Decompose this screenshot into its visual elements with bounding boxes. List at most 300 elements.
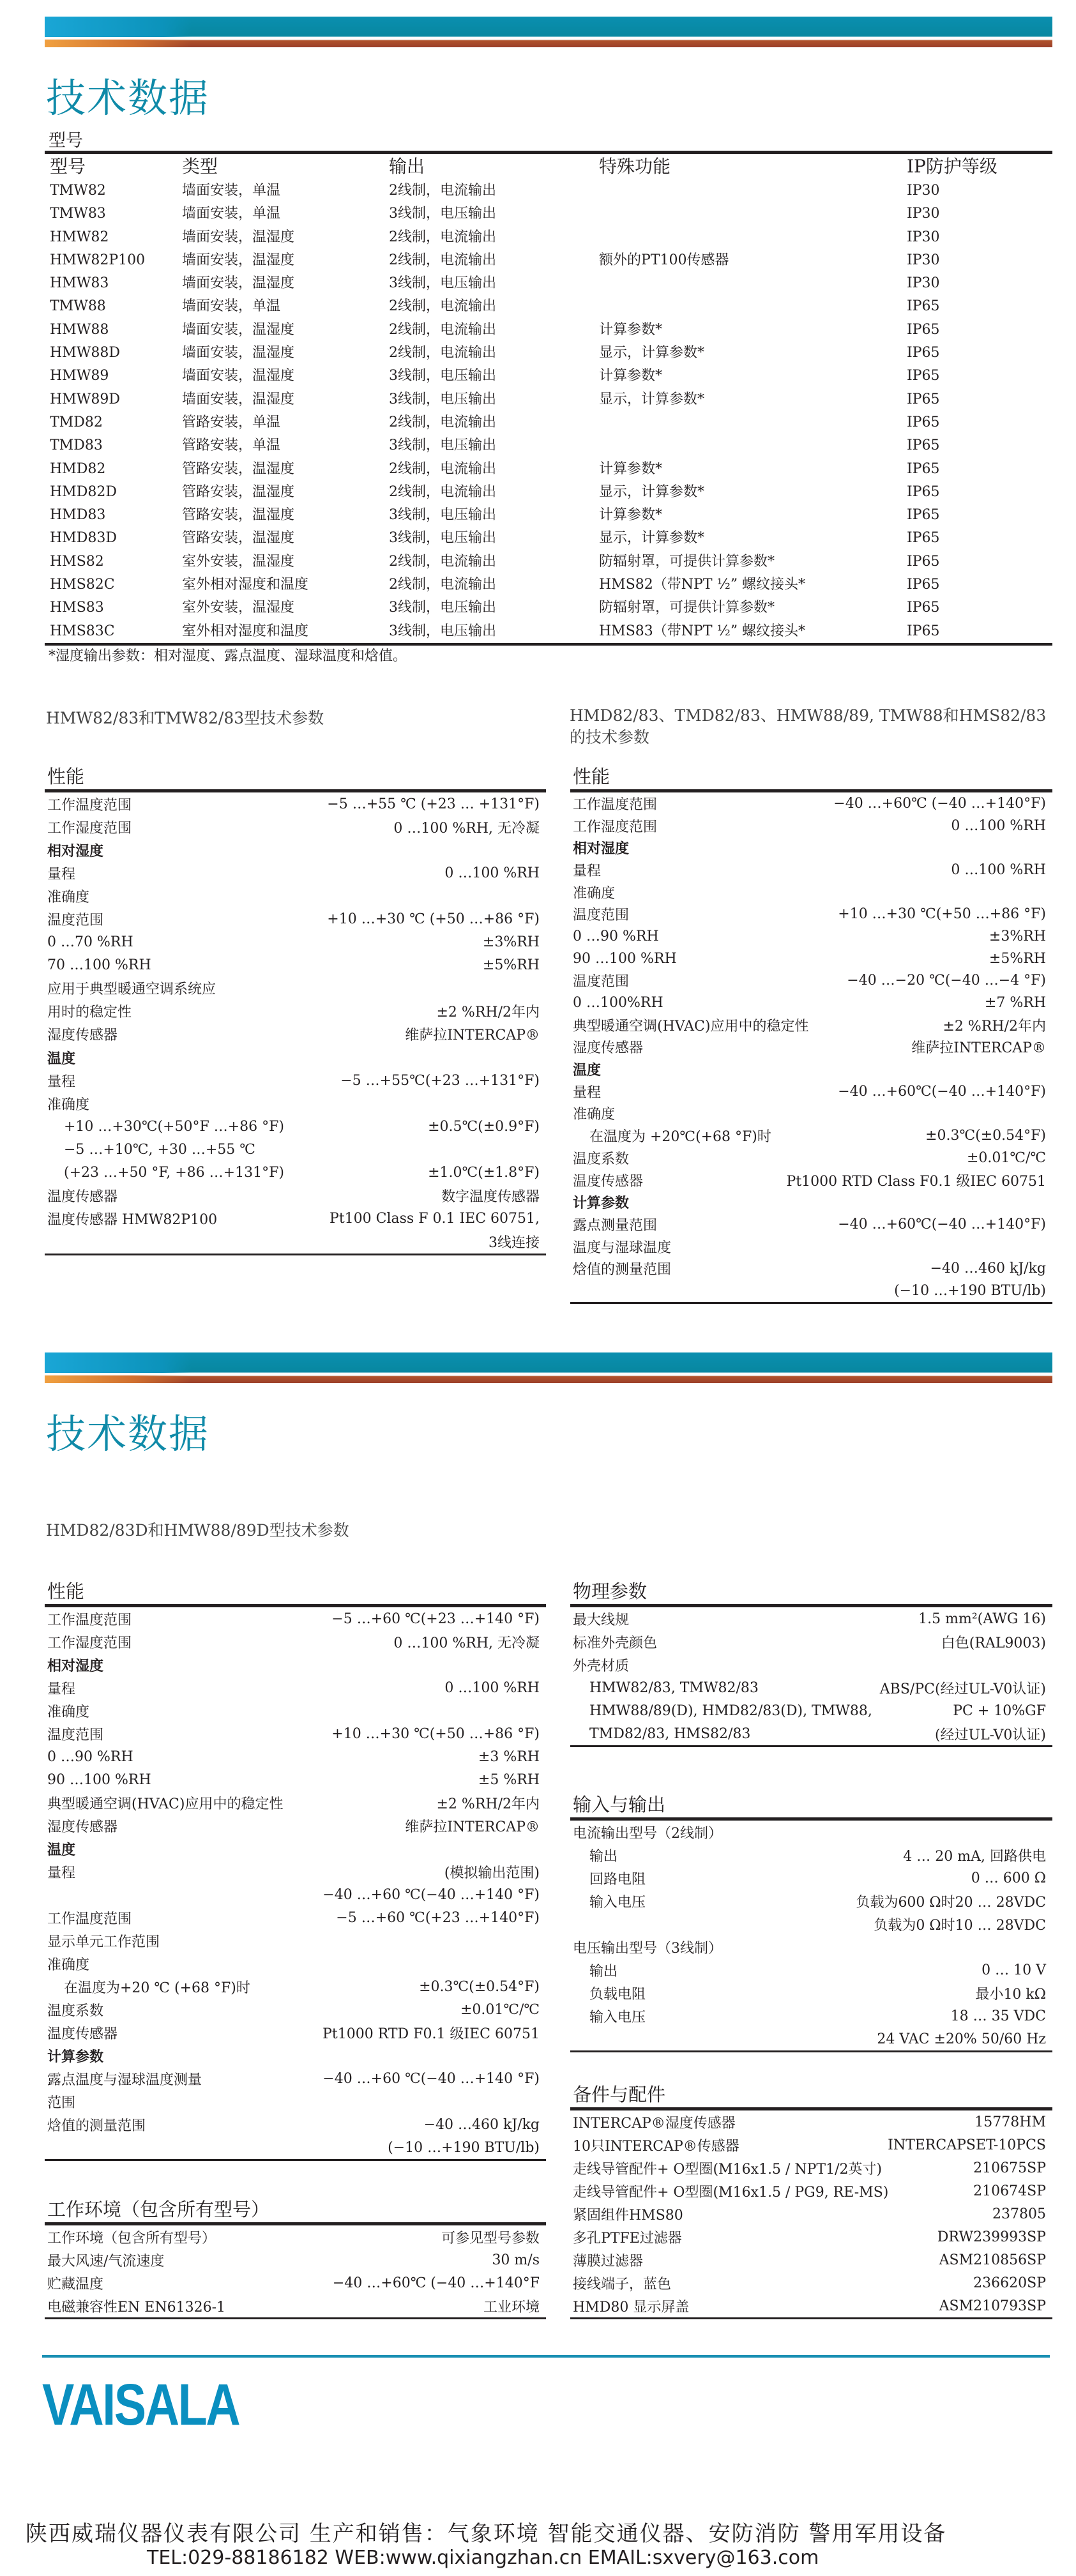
table-cell: 墙面安装，温湿度 bbox=[182, 345, 295, 361]
spec-row bbox=[570, 1103, 1052, 1125]
spec-label: 工作温度范围 bbox=[47, 1911, 132, 1927]
spec-label: 温度与湿球温度 bbox=[573, 1239, 672, 1256]
spec-rows bbox=[570, 1607, 1052, 1747]
spec-label: 温度系数 bbox=[47, 2003, 104, 2019]
table-cell: IP30 bbox=[907, 206, 940, 222]
spec-row bbox=[45, 1883, 546, 1906]
table-cell: 计算参数* bbox=[599, 460, 663, 477]
spec-row bbox=[45, 954, 546, 977]
spec-value: 0 …100 %RH, 无冷凝 bbox=[393, 820, 540, 837]
section-heading: 工作环境（包含所有型号） bbox=[45, 2197, 546, 2225]
spec-row bbox=[570, 2248, 1052, 2271]
spec-label: 计算参数 bbox=[573, 1195, 630, 1212]
table-cell: 2线制，电流输出 bbox=[389, 483, 496, 500]
spec-label: 90 …100 %RH bbox=[573, 950, 677, 967]
table-cell: 3线制，电压输出 bbox=[389, 391, 496, 407]
vaisala-logo: VAISALA bbox=[42, 2372, 239, 2437]
table-cell: HMS82（带NPT ½” 螺纹接头* bbox=[599, 577, 806, 593]
spec-row bbox=[45, 1162, 546, 1185]
spec-value: ±3%RH bbox=[482, 934, 540, 951]
spec-row bbox=[45, 2136, 546, 2159]
spec-rows bbox=[45, 1607, 546, 2161]
spec-row bbox=[570, 1722, 1052, 1745]
section-heading: 性能 bbox=[45, 1579, 546, 1607]
spec-value: 236620SP bbox=[973, 2275, 1046, 2291]
spec-label: 薄膜过滤器 bbox=[573, 2253, 644, 2269]
spec-label: 最大线规 bbox=[573, 1612, 630, 1628]
section-heading: 物理参数 bbox=[570, 1579, 1052, 1607]
table-cell: HMS83（带NPT ½” 螺纹接头* bbox=[599, 623, 806, 639]
spec-subtitle-hmw82: HMW82/83和TMW82/83型技术参数 bbox=[46, 709, 324, 727]
spec-row bbox=[570, 1014, 1052, 1036]
spec-row bbox=[570, 859, 1052, 881]
spec-value: ±7 %RH bbox=[984, 995, 1046, 1011]
table-row bbox=[45, 179, 1052, 202]
spec-label: 温度传感器 HMW82P100 bbox=[47, 1212, 218, 1229]
spec-rows bbox=[570, 1821, 1052, 2052]
column-header: IP防护等级 bbox=[907, 156, 997, 177]
spec-row bbox=[570, 1607, 1052, 1630]
spec-row bbox=[45, 861, 546, 884]
spec-label: 工作湿度范围 bbox=[47, 820, 132, 837]
spec-row bbox=[45, 1092, 546, 1115]
spec-label: 多孔PTFE过滤器 bbox=[573, 2230, 682, 2246]
spec-row bbox=[45, 792, 546, 815]
spec-row bbox=[45, 2021, 546, 2044]
table-cell: 3线制，电压输出 bbox=[389, 368, 496, 384]
table-cell: HMS83C bbox=[50, 623, 115, 639]
table-cell: IP65 bbox=[907, 530, 940, 547]
spec-value: ±1.0℃(±1.8°F) bbox=[428, 1165, 540, 1181]
table-row bbox=[45, 319, 1052, 342]
table-cell: 墙面安装，温湿度 bbox=[182, 391, 295, 407]
spec-value: ±0.01℃/℃ bbox=[966, 1149, 1046, 1166]
spec-value: ±0.3℃(±0.54°F) bbox=[925, 1128, 1046, 1144]
spec-row bbox=[45, 1768, 546, 1791]
table-cell: 显示，计算参数* bbox=[599, 483, 705, 500]
spec-value: ±5 %RH bbox=[478, 1771, 540, 1788]
spec-value: −5 …+55 ℃ (+23 … +131°F) bbox=[327, 796, 540, 812]
spec-label: 露点温度与湿球温度测量 bbox=[47, 2072, 202, 2088]
table-cell: 管路安装，单温 bbox=[182, 437, 281, 454]
spec-row bbox=[570, 2110, 1052, 2133]
spec-section bbox=[570, 1579, 1052, 1747]
table-cell: 防辐射罩，可提供计算参数* bbox=[599, 553, 775, 570]
spec-label: 电磁兼容性EN EN61326-1 bbox=[47, 2299, 226, 2315]
spec-subtitle-hmd82: HMD82/83、TMD82/83、HMW88/89, TMW88和HMS82/83的技术参数 bbox=[570, 706, 1047, 746]
spec-row bbox=[570, 948, 1052, 970]
table-cell: 管路安装，温湿度 bbox=[182, 460, 295, 477]
spec-label: 工作湿度范围 bbox=[573, 819, 658, 835]
table-cell: 墙面安装，单温 bbox=[182, 183, 281, 199]
spec-label: 露点测量范围 bbox=[573, 1217, 658, 1234]
spec-label: 电流输出型号（2线制） bbox=[573, 1825, 722, 1842]
spec-row bbox=[45, 1115, 546, 1138]
table-cell: 3线制，电压输出 bbox=[389, 530, 496, 547]
spec-row bbox=[570, 1280, 1052, 1302]
spec-label: 工作环境（包含所有型号） bbox=[47, 2230, 216, 2246]
spec-label: 10只INTERCAP®传感器 bbox=[573, 2138, 739, 2155]
spec-label: INTERCAP®湿度传感器 bbox=[573, 2115, 736, 2132]
table-cell: 2线制，电流输出 bbox=[389, 252, 496, 268]
table-row bbox=[45, 226, 1052, 249]
table-cell: 3线制，电压输出 bbox=[389, 600, 496, 616]
spec-row bbox=[570, 1191, 1052, 1213]
spec-row bbox=[570, 925, 1052, 948]
spec-value: −40 …+60 ℃(−40 …+140 °F) bbox=[322, 2070, 540, 2087]
spec-row bbox=[45, 838, 546, 861]
spec-label: 准确度 bbox=[47, 889, 90, 905]
spec-row bbox=[570, 1080, 1052, 1103]
spec-label: 相对湿度 bbox=[47, 843, 104, 860]
table-cell: TMW82 bbox=[50, 183, 106, 199]
spec-row bbox=[45, 1975, 546, 1998]
spec-value: 30 m/s bbox=[492, 2252, 540, 2268]
spec-row bbox=[570, 881, 1052, 904]
table-cell: IP65 bbox=[907, 507, 940, 524]
spec-label: HMW88/89(D), HMD82/83(D), TMW88, bbox=[589, 1702, 872, 1719]
table-cell: IP65 bbox=[907, 345, 940, 361]
spec-label: 输入电压 bbox=[589, 1894, 646, 1911]
spec-value: +10 …+30 ℃(+50 …+86 °F) bbox=[331, 1725, 540, 1742]
table-cell: 管路安装，温湿度 bbox=[182, 483, 295, 500]
table-cell: 2线制，电流输出 bbox=[389, 321, 496, 338]
spec-value: 24 VAC ±20% 50/60 Hz bbox=[877, 2031, 1046, 2047]
table-cell: 管路安装，温湿度 bbox=[182, 507, 295, 524]
table-cell: HMS82C bbox=[50, 577, 115, 593]
spec-row bbox=[45, 977, 546, 1000]
spec-value: −40 …+60 ℃(−40 …+140 °F) bbox=[322, 1886, 540, 1903]
spec-label: 温度范围 bbox=[573, 907, 630, 924]
table-cell: TMW83 bbox=[50, 206, 106, 222]
table-cell: 2线制，电流输出 bbox=[389, 577, 496, 593]
spec-row bbox=[45, 1138, 546, 1161]
spec-label: 准确度 bbox=[573, 885, 616, 902]
spec-row bbox=[570, 837, 1052, 859]
spec-value: (经过UL-V0认证) bbox=[934, 1727, 1046, 1743]
table-cell: 室外安装，温湿度 bbox=[182, 600, 295, 616]
spec-value: 0 …100 %RH bbox=[951, 817, 1046, 834]
column-header: 类型 bbox=[182, 156, 218, 177]
table-cell: 室外相对湿度和温度 bbox=[182, 623, 309, 639]
table-cell: 墙面安装，单温 bbox=[182, 298, 281, 315]
spec-row bbox=[45, 1231, 546, 1254]
spec-row bbox=[45, 2225, 546, 2248]
spec-row bbox=[45, 1069, 546, 1092]
spec-row bbox=[570, 970, 1052, 992]
spec-label: 相对湿度 bbox=[47, 1658, 104, 1674]
spec-label: 湿度传感器 bbox=[47, 1027, 118, 1044]
table-cell: 室外相对湿度和温度 bbox=[182, 577, 309, 593]
table-row bbox=[45, 388, 1052, 411]
spec-label: 用时的稳定性 bbox=[47, 1004, 132, 1021]
spec-section bbox=[570, 2082, 1052, 2319]
spec-value: 0 …100 %RH bbox=[444, 1679, 540, 1696]
spec-label: 温度 bbox=[47, 1050, 76, 1067]
spec-label: 焓值的测量范围 bbox=[47, 2118, 146, 2134]
table-row bbox=[45, 202, 1052, 225]
spec-value: 负载为600 Ω时20 … 28VDC bbox=[856, 1894, 1046, 1911]
table-cell: 计算参数* bbox=[599, 321, 663, 338]
spec-row bbox=[45, 1023, 546, 1046]
table-cell: HMW82 bbox=[50, 229, 109, 245]
spec-value: 210675SP bbox=[973, 2160, 1046, 2176]
models-footnote: *湿度输出参数：相对湿度、露点温度、湿球温度和焓值。 bbox=[49, 648, 407, 664]
table-cell: 防辐射罩，可提供计算参数* bbox=[599, 600, 775, 616]
table-row bbox=[45, 620, 1052, 643]
table-cell: 3线制，电压输出 bbox=[389, 507, 496, 524]
spec-label: 湿度传感器 bbox=[573, 1040, 644, 1057]
spec-value: −40 …+60℃(−40 …+140°F) bbox=[838, 1216, 1046, 1232]
table-cell: HMW82P100 bbox=[50, 252, 146, 268]
spec-value: 白色(RAL9003) bbox=[941, 1635, 1046, 1651]
spec-value: 237805 bbox=[992, 2206, 1046, 2222]
spec-value: 维萨拉INTERCAP® bbox=[911, 1040, 1046, 1057]
spec-label: 温度传感器 bbox=[47, 1189, 118, 1206]
spec-value: ±2 %RH/2年内 bbox=[436, 1004, 540, 1021]
company-line: 陕西威瑞仪器仪表有限公司 生产和销售：气象环境 智能交通仪器、安防消防 警用军用设备 bbox=[26, 2521, 947, 2547]
spec-label: 90 …100 %RH bbox=[47, 1771, 151, 1788]
spec-row bbox=[570, 1867, 1052, 1890]
spec-label: 应用于典型暖通空调系统应 bbox=[47, 981, 216, 998]
spec-row bbox=[45, 2248, 546, 2271]
table-cell: IP65 bbox=[907, 298, 940, 315]
table-cell: HMD83D bbox=[50, 530, 117, 547]
spec-label: 紧固组件HMS80 bbox=[573, 2207, 683, 2224]
table-cell: 墙面安装，温湿度 bbox=[182, 229, 295, 245]
table-cell: HMD82 bbox=[50, 460, 106, 477]
table-cell: 墙面安装，单温 bbox=[182, 206, 281, 222]
spec-label: 准确度 bbox=[573, 1107, 616, 1123]
spec-label: 计算参数 bbox=[47, 2049, 104, 2065]
spec-value: 0 …100 %RH bbox=[444, 865, 540, 881]
spec-label: 典型暖通空调(HVAC)应用中的稳定性 bbox=[573, 1018, 809, 1034]
header-banner bbox=[45, 17, 1052, 47]
spec-label: HMD80 显示屏盖 bbox=[573, 2299, 690, 2315]
models-table bbox=[45, 151, 1052, 646]
spec-value: Pt1000 RTD F0.1 级IEC 60751 bbox=[322, 2026, 540, 2042]
spec-row bbox=[45, 1929, 546, 1952]
table-cell: 计算参数* bbox=[599, 507, 663, 524]
spec-value: (模拟输出范围) bbox=[444, 1865, 540, 1881]
spec-row bbox=[45, 1745, 546, 1768]
spec-subtitle-hmd82d: HMD82/83D和HMW88/89D型技术参数 bbox=[46, 1521, 349, 1540]
spec-row bbox=[570, 1936, 1052, 1959]
models-heading: 型号 bbox=[49, 131, 83, 151]
spec-label: 输出 bbox=[589, 1848, 618, 1865]
spec-value: 4 … 20 mA, 回路供电 bbox=[903, 1848, 1046, 1865]
spec-label: 量程 bbox=[47, 1681, 76, 1697]
table-cell: 计算参数* bbox=[599, 368, 663, 384]
spec-label: 70 …100 %RH bbox=[47, 957, 151, 974]
spec-value: (−10 …+190 BTU/lb) bbox=[388, 2139, 540, 2156]
spec-row bbox=[570, 1981, 1052, 2004]
spec-label: −5 …+10℃, +30 …+55 ℃ bbox=[64, 1141, 255, 1158]
table-cell: IP30 bbox=[907, 252, 940, 268]
table-row bbox=[45, 411, 1052, 434]
spec-label: 量程 bbox=[47, 1865, 76, 1881]
spec-value: ±2 %RH/2年内 bbox=[943, 1018, 1046, 1034]
spec-label: 温度范围 bbox=[573, 974, 630, 990]
spec-value: +10 …+30 ℃ (+50 …+86 °F) bbox=[327, 911, 540, 928]
spec-row bbox=[570, 2179, 1052, 2202]
spec-row bbox=[45, 2090, 546, 2113]
spec-row bbox=[45, 931, 546, 954]
spec-row bbox=[570, 792, 1052, 815]
spec-label: 输出 bbox=[589, 1963, 618, 1980]
table-row bbox=[45, 550, 1052, 573]
spec-label: 温度传感器 bbox=[573, 1173, 644, 1190]
spec-label: 相对湿度 bbox=[573, 841, 630, 858]
table-cell: 2线制，电流输出 bbox=[389, 298, 496, 315]
spec-label: 准确度 bbox=[47, 1957, 90, 1973]
table-row bbox=[45, 272, 1052, 295]
table-cell: 2线制，电流输出 bbox=[389, 345, 496, 361]
spec-row bbox=[570, 1058, 1052, 1080]
table-cell: TMD83 bbox=[50, 437, 103, 454]
table-cell: 3线制，电压输出 bbox=[389, 623, 496, 639]
spec-label: 最大风速/气流速度 bbox=[47, 2253, 165, 2269]
spec-label: 温度范围 bbox=[47, 1727, 104, 1743]
spec-label: 外壳材质 bbox=[573, 1658, 630, 1674]
table-cell: IP65 bbox=[907, 321, 940, 338]
spec-row bbox=[570, 1959, 1052, 1981]
spec-row bbox=[570, 2027, 1052, 2050]
spec-row bbox=[570, 1676, 1052, 1699]
table-cell: HMW89 bbox=[50, 368, 109, 384]
spec-label: TMD82/83, HMS82/83 bbox=[589, 1725, 751, 1742]
spec-label: 在温度为 +20℃(+68 °F)时 bbox=[589, 1129, 771, 1146]
spec-value: −40 …−20 ℃(−40 …−4 °F) bbox=[847, 973, 1046, 989]
spec-row bbox=[570, 1236, 1052, 1258]
spec-label: 准确度 bbox=[47, 1704, 90, 1720]
spec-row bbox=[45, 1208, 546, 1231]
table-cell: 2线制，电流输出 bbox=[389, 229, 496, 245]
table-cell: 3线制，电压输出 bbox=[389, 275, 496, 292]
table-row bbox=[45, 458, 1052, 481]
spec-row bbox=[45, 2271, 546, 2294]
table-cell: HMW88 bbox=[50, 321, 109, 338]
spec-row bbox=[570, 1630, 1052, 1653]
table-cell: HMD82D bbox=[50, 483, 117, 500]
spec-label: 温度 bbox=[573, 1063, 602, 1079]
spec-row bbox=[45, 1837, 546, 1860]
table-cell: IP30 bbox=[907, 183, 940, 199]
table-row bbox=[45, 573, 1052, 596]
table-cell: TMW88 bbox=[50, 298, 106, 315]
spec-value: Pt100 Class F 0.1 IEC 60751, bbox=[330, 1211, 540, 1227]
spec-row bbox=[45, 1676, 546, 1699]
table-cell: 墙面安装，温湿度 bbox=[182, 321, 295, 338]
spec-row bbox=[570, 2225, 1052, 2248]
spec-label: 工作温度范围 bbox=[47, 797, 132, 814]
spec-label: 走线导管配件+ O型圈(M16x1.5 / NPT1/2英寸) bbox=[573, 2161, 883, 2178]
spec-section bbox=[570, 1792, 1052, 2052]
table-cell: 管路安装，单温 bbox=[182, 414, 281, 430]
spec-value: ±3 %RH bbox=[478, 1748, 540, 1765]
table-cell: 室外安装，温湿度 bbox=[182, 553, 295, 570]
table-cell: 额外的PT100传感器 bbox=[599, 252, 729, 268]
spec-row bbox=[45, 2067, 546, 2090]
spec-rows bbox=[570, 2110, 1052, 2319]
spec-value: 维萨拉INTERCAP® bbox=[405, 1027, 540, 1044]
spec-value: −40 …+60℃ (−40 …+140°F) bbox=[833, 795, 1046, 812]
page2-title: 技术数据 bbox=[46, 1411, 210, 1457]
spec-label: 标准外壳颜色 bbox=[573, 1635, 658, 1651]
spec-row bbox=[570, 1699, 1052, 1722]
spec-label: 走线导管配件+ O型圈(M16x1.5 / PG9, RE-MS) bbox=[573, 2184, 889, 2201]
spec-row bbox=[45, 1860, 546, 1883]
spec-label: 量程 bbox=[47, 866, 76, 883]
table-cell: 管路安装，温湿度 bbox=[182, 530, 295, 547]
spec-value: 210674SP bbox=[973, 2183, 1046, 2199]
spec-row bbox=[570, 1913, 1052, 1936]
spec-label: 温度系数 bbox=[573, 1151, 630, 1167]
spec-label: 0 …90 %RH bbox=[573, 928, 659, 944]
spec-row bbox=[45, 1814, 546, 1837]
table-row bbox=[45, 481, 1052, 504]
spec-value: −5 …+55℃(+23 …+131°F) bbox=[340, 1072, 540, 1089]
spec-row bbox=[570, 1125, 1052, 1147]
table-row bbox=[45, 596, 1052, 619]
spec-value: −40 …+60℃ (−40 …+140°F bbox=[332, 2275, 540, 2291]
spec-value: 最小10 kΩ bbox=[975, 1986, 1046, 2003]
spec-value: 1.5 mm²(AWG 16) bbox=[918, 1610, 1046, 1627]
spec-row bbox=[45, 1722, 546, 1745]
spec-value: 0 …100 %RH bbox=[951, 861, 1046, 878]
spec-row bbox=[45, 815, 546, 838]
spec-row bbox=[45, 1906, 546, 1929]
section-heading: 性能 bbox=[570, 764, 1052, 792]
spec-label: 范围 bbox=[47, 2095, 76, 2111]
table-cell: IP65 bbox=[907, 460, 940, 477]
spec-value: INTERCAPSET-10PCS bbox=[888, 2137, 1046, 2153]
spec-row bbox=[45, 1952, 546, 1975]
spec-label: 贮藏温度 bbox=[47, 2276, 104, 2292]
column-header: 输出 bbox=[389, 156, 425, 177]
spec-row bbox=[570, 2202, 1052, 2225]
table-row bbox=[45, 342, 1052, 365]
table-cell: 2线制，电流输出 bbox=[389, 183, 496, 199]
spec-value: 维萨拉INTERCAP® bbox=[405, 1819, 540, 1835]
table-row bbox=[45, 434, 1052, 457]
spec-value: DRW239993SP bbox=[937, 2229, 1046, 2245]
spec-label: HMW82/83, TMW82/83 bbox=[589, 1679, 759, 1696]
spec-value: PC + 10%GF bbox=[953, 1702, 1046, 1719]
section-heading: 备件与配件 bbox=[570, 2082, 1052, 2110]
table-row bbox=[45, 295, 1052, 318]
table-cell: IP65 bbox=[907, 391, 940, 407]
spec-label: (+23 …+50 °F, +86 …+131°F) bbox=[64, 1165, 284, 1181]
table-cell: 3线制，电压输出 bbox=[389, 437, 496, 454]
column-header: 型号 bbox=[50, 156, 86, 177]
table-cell: 墙面安装，温湿度 bbox=[182, 275, 295, 292]
column-header: 特殊功能 bbox=[599, 156, 671, 177]
table-cell: IP65 bbox=[907, 368, 940, 384]
footer-rule bbox=[42, 2355, 1050, 2358]
spec-value: ASM210793SP bbox=[939, 2298, 1046, 2314]
spec-label: 湿度传感器 bbox=[47, 1819, 118, 1835]
spec-row bbox=[570, 2004, 1052, 2027]
spec-row bbox=[570, 903, 1052, 925]
spec-value: 负载为0 Ω时10 … 28VDC bbox=[874, 1917, 1046, 1934]
spec-row bbox=[570, 2271, 1052, 2294]
table-cell: HMD83 bbox=[50, 507, 106, 524]
spec-row bbox=[45, 1046, 546, 1069]
spec-row bbox=[45, 1998, 546, 2021]
spec-label: 工作湿度范围 bbox=[47, 1635, 132, 1651]
spec-row bbox=[45, 1653, 546, 1676]
